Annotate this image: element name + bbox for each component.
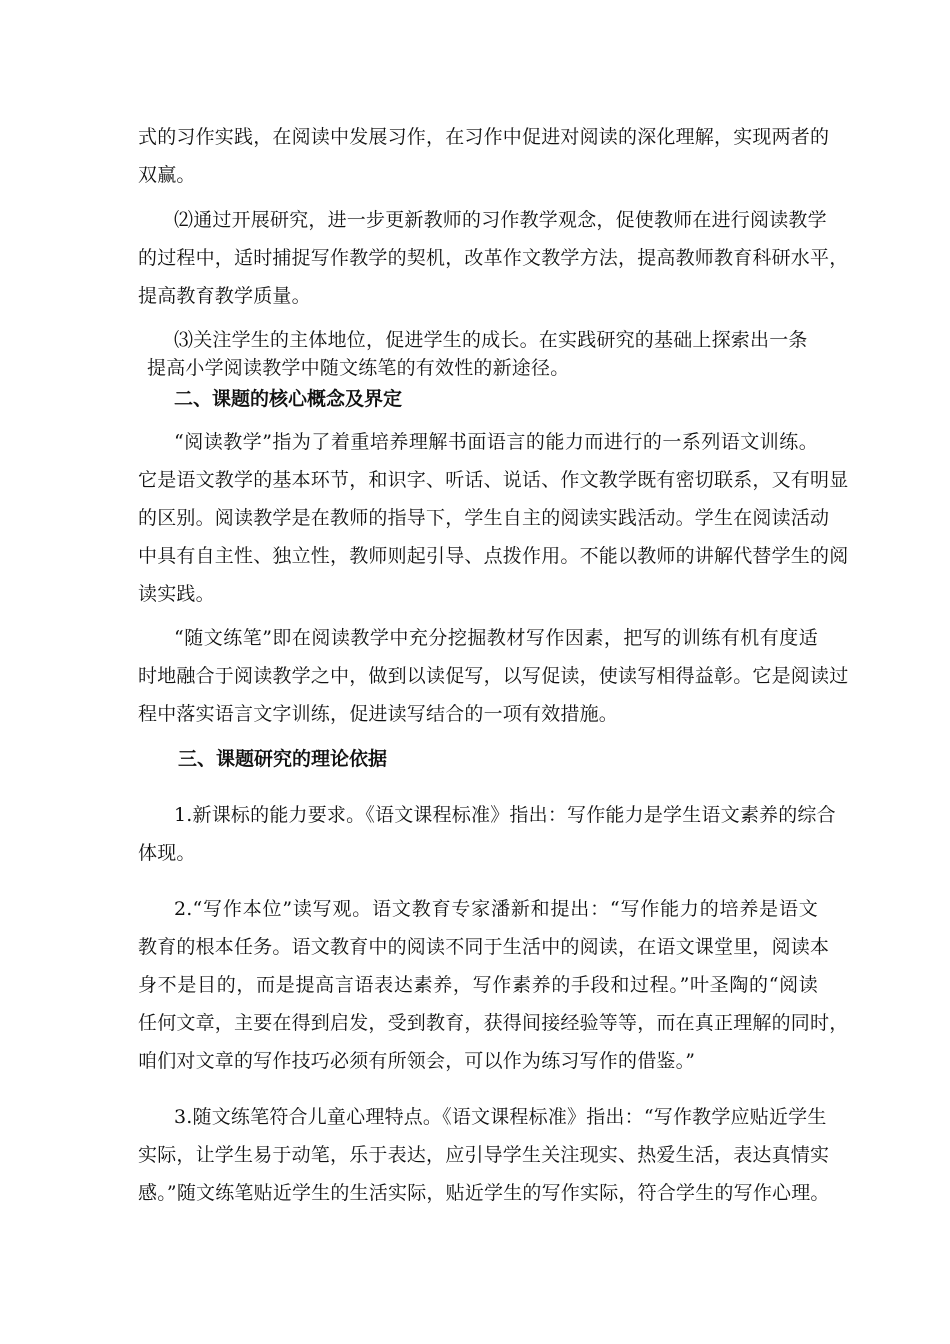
paragraph-line: 实际，让学生易于动笔，乐于表达，应引导学生关注现实、热爱生活，表达真情实 bbox=[138, 1144, 830, 1166]
paragraph-line: 的过程中，适时捕捉写作教学的契机，改革作文教学方法，提高教师教育科研水平， bbox=[138, 247, 849, 269]
paragraph-line: ⑶关注学生的主体地位，促进学生的成长。在实践研究的基础上探索出一条 bbox=[174, 329, 808, 351]
paragraph-line: 提高教育教学质量。 bbox=[138, 285, 311, 307]
paragraph-line: 教育的根本任务。语文教育中的阅读不同于生活中的阅读，在语文课堂里，阅读本 bbox=[138, 936, 830, 958]
paragraph-line: 感。”随文练笔贴近学生的生活实际，贴近学生的写作实际，符合学生的写作心理。 bbox=[138, 1182, 830, 1204]
paragraph-line: 中具有自主性、独立性，教师则起引导、点拨作用。不能以教师的讲解代替学生的阅 bbox=[138, 545, 849, 567]
paragraph-line: 读实践。 bbox=[138, 583, 215, 605]
paragraph-line: 提高小学阅读教学中随文练笔的有效性的新途径。 bbox=[147, 357, 570, 379]
paragraph-line: 时地融合于阅读教学之中，做到以读促写，以写促读，使读写相得益彰。它是阅读过 bbox=[138, 665, 849, 687]
paragraph-line: 1.新课标的能力要求。《语文课程标准》指出：写作能力是学生语文素养的综合 bbox=[174, 804, 836, 826]
paragraph-line: “阅读教学”指为了着重培养理解书面语言的能力而进行的一系列语文训练。 bbox=[174, 431, 818, 453]
paragraph-line: 体现。 bbox=[138, 842, 196, 864]
paragraph-line: 它是语文教学的基本环节，和识字、听话、说话、作文教学既有密切联系，又有明显 bbox=[138, 469, 849, 491]
paragraph-line: “随文练笔”即在阅读教学中充分挖掘教材写作因素，把写的训练有机有度适 bbox=[174, 627, 818, 649]
paragraph-line: 2.“写作本位”读写观。语文教育专家潘新和提出：“写作能力的培养是语文 bbox=[174, 898, 818, 920]
paragraph-line: 3.随文练笔符合儿童心理特点。《语文课程标准》指出：“写作教学应贴近学生 bbox=[174, 1106, 827, 1128]
paragraph-line: ⑵通过开展研究，进一步更新教师的习作教学观念，促使教师在进行阅读教学 bbox=[174, 209, 827, 231]
paragraph-line: 任何文章，主要在得到启发，受到教育，获得间接经验等等，而在真正理解的同时， bbox=[138, 1012, 849, 1034]
paragraph-line: 双赢。 bbox=[138, 164, 196, 186]
section-heading: 三、课题研究的理论依据 bbox=[178, 748, 388, 770]
paragraph-line: 的区别。阅读教学是在教师的指导下，学生自主的阅读实践活动。学生在阅读活动 bbox=[138, 507, 830, 529]
paragraph-line: 身不是目的，而是提高言语表达素养，写作素养的手段和过程。”叶圣陶的“阅读 bbox=[138, 974, 818, 996]
paragraph-line: 程中落实语言文字训练，促进读写结合的一项有效措施。 bbox=[138, 703, 619, 725]
paragraph-line: 式的习作实践，在阅读中发展习作，在习作中促进对阅读的深化理解，实现两者的 bbox=[138, 126, 830, 148]
section-heading: 二、课题的核心概念及界定 bbox=[174, 388, 403, 410]
paragraph-line: 咱们对文章的写作技巧必须有所领会，可以作为练习写作的借鉴。” bbox=[138, 1050, 696, 1072]
